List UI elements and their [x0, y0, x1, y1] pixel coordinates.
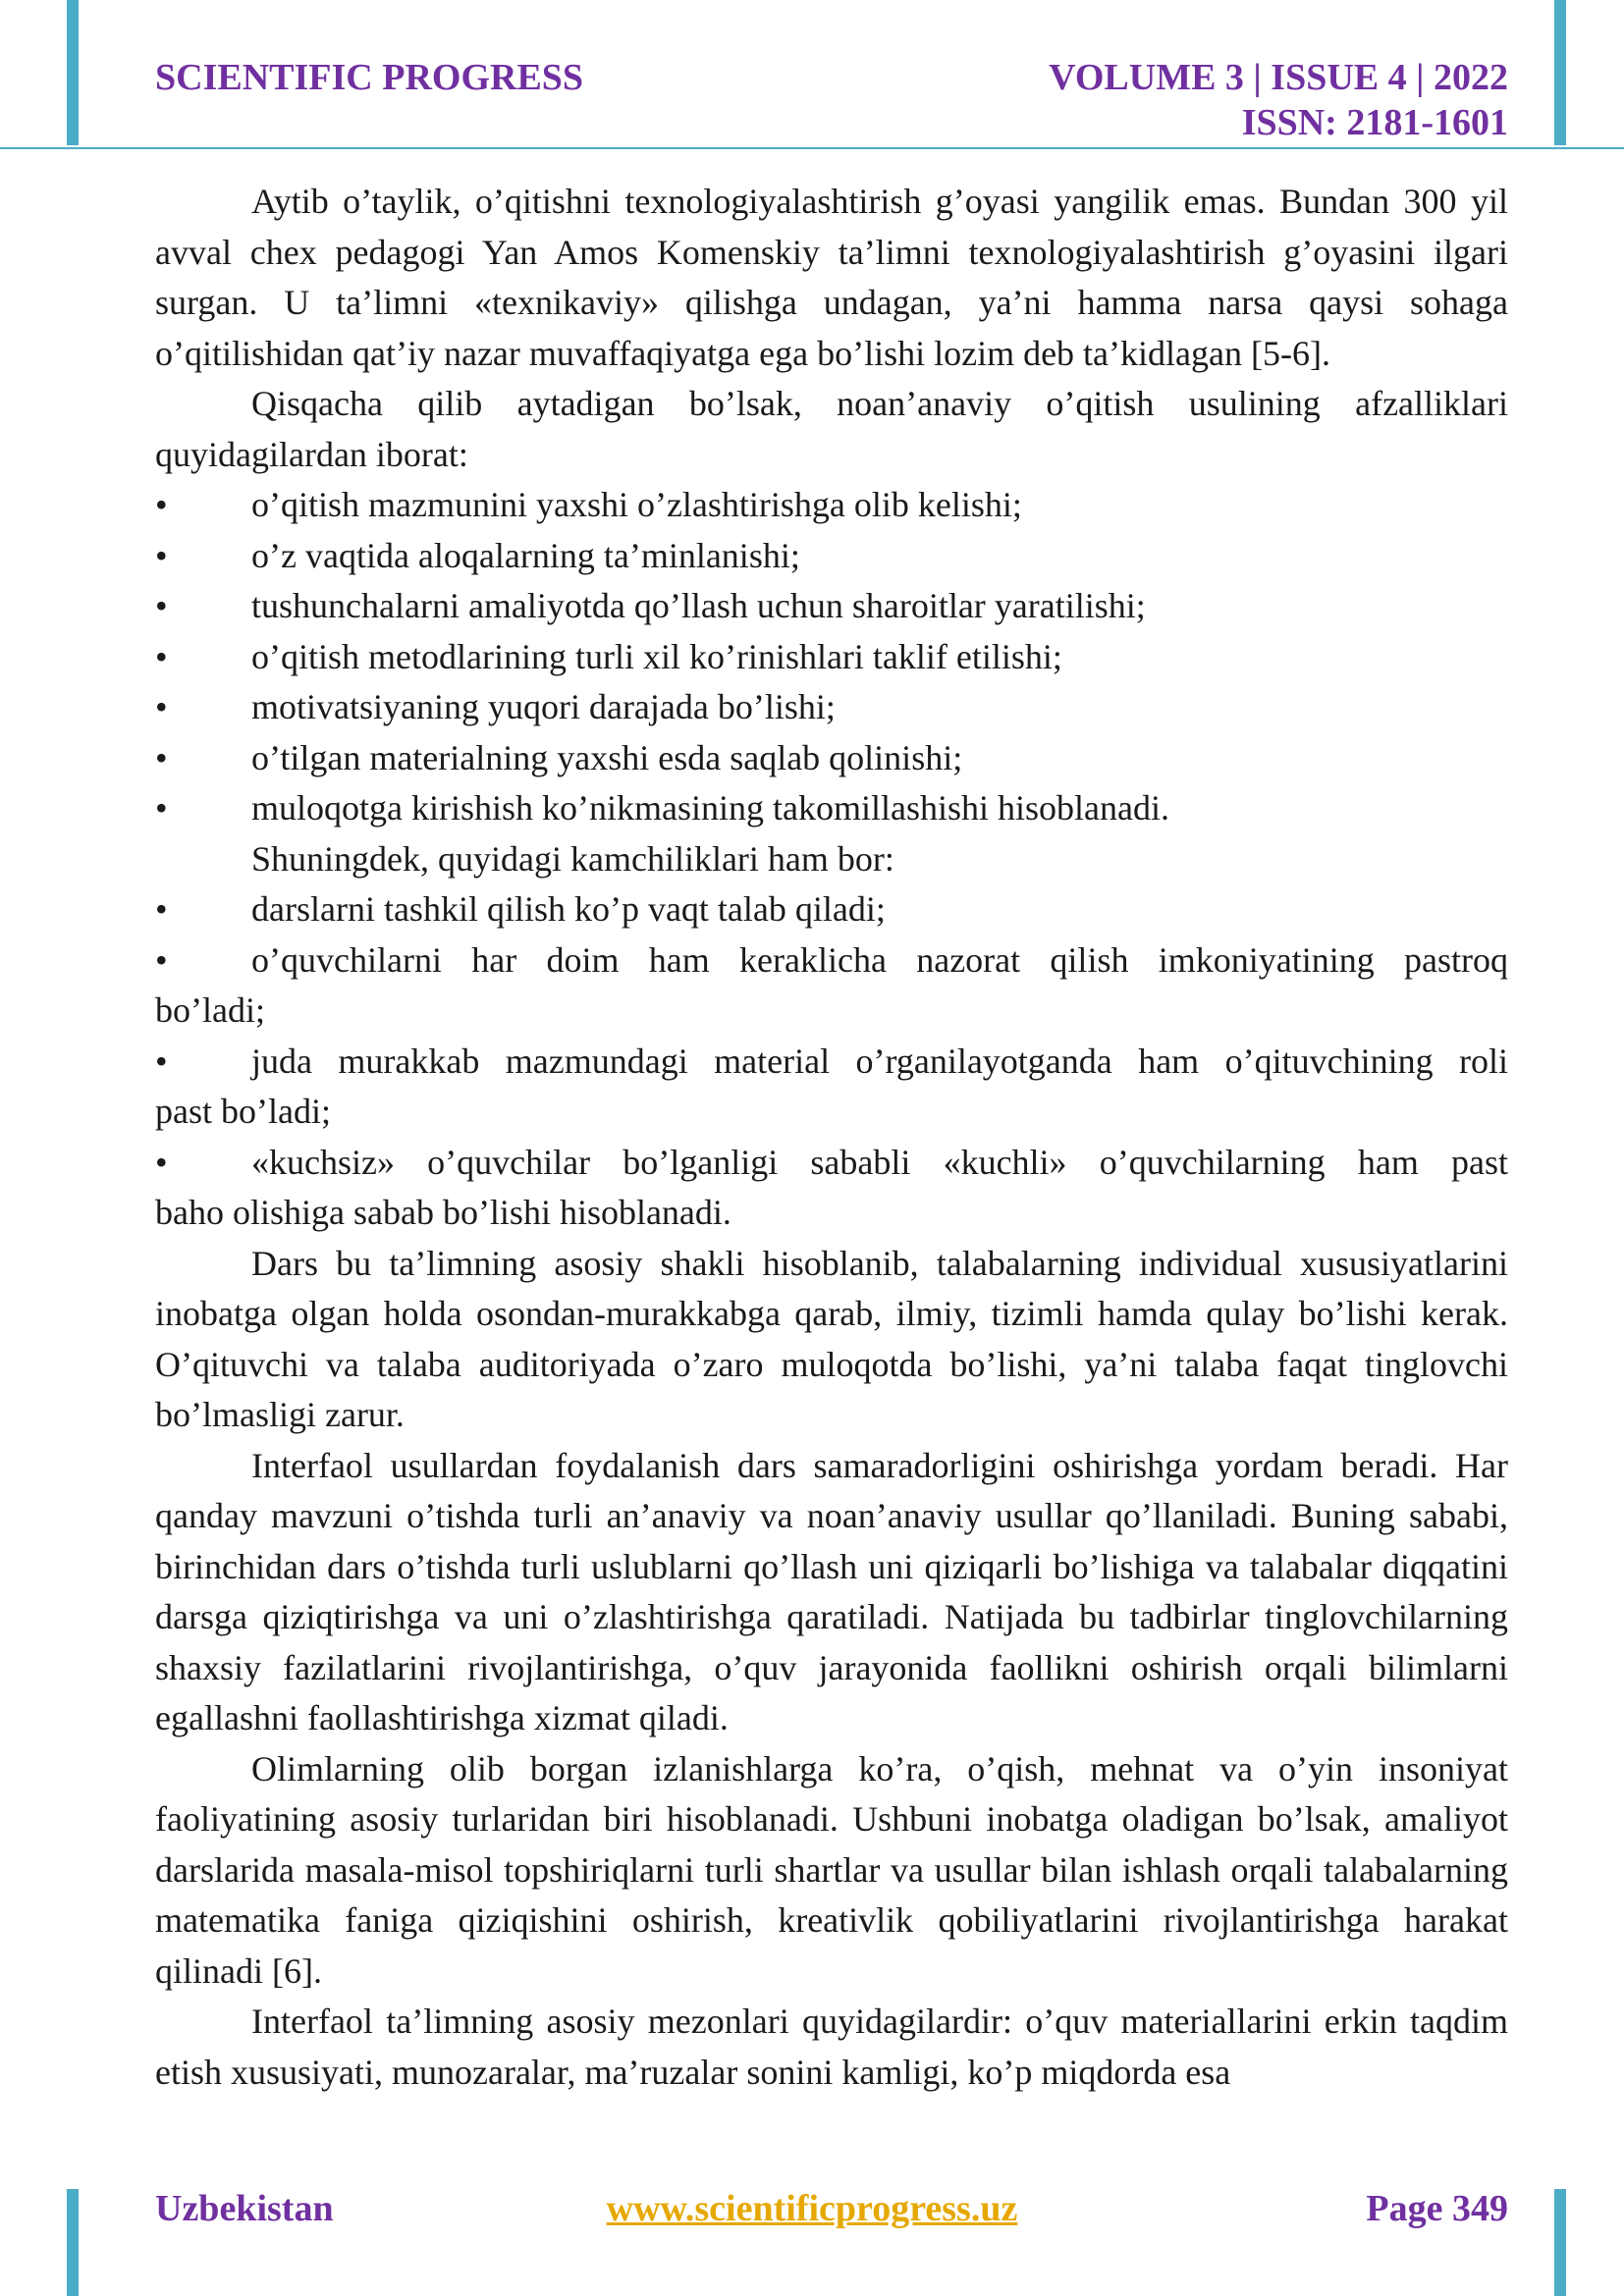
- list-item: • o’quvchilarni har doim ham keraklicha nazorat qilish imkoniyatining pastroq: [155, 935, 1508, 987]
- article-body: [155, 177, 1508, 2098]
- footer-country: Uzbekistan: [155, 2188, 334, 2229]
- bullet: •: [155, 535, 168, 575]
- header-divider: [0, 147, 1624, 149]
- bullet: •: [155, 1041, 168, 1081]
- bullet: •: [155, 1142, 168, 1182]
- list-item: • o’qitish mazmunini yaxshi o’zlashtirishga olib kelishi;: [155, 480, 1508, 531]
- bullet: •: [155, 737, 168, 777]
- bullet: •: [155, 889, 168, 929]
- list-item-continuation: past bo’ladi;: [155, 1092, 331, 1131]
- list-item: • «kuchsiz» o’quvchilar bo’lganligi sababli «kuchli» o’quvchilarning ham past: [155, 1138, 1508, 1189]
- bullet: •: [155, 939, 168, 980]
- bullet: •: [155, 485, 168, 524]
- bullet: •: [155, 788, 168, 828]
- paragraph: Shuningdek, quyidagi kamchiliklari ham bor:: [251, 838, 894, 879]
- bullet: •: [155, 687, 168, 726]
- list-item-continuation: bo’ladi;: [155, 990, 265, 1030]
- list-item: • o’z vaqtida aloqalarning ta’minlanishi;: [155, 531, 1508, 582]
- list-item: • juda murakkab mazmundagi material o’rganilayotganda ham o’qituvchining roli: [155, 1037, 1508, 1088]
- paragraph: Interfaol ta’limning asosiy mezonlari quyidagilardir: o’quv materiallarini erkin taqdim etish xususiyati, munozaralar, ma’ruzalar sonini kamligi, ko’p miqdorda esa: [155, 2002, 1508, 2092]
- paragraph: Olimlarning olib borgan izlanishlarga ko’ra, o’qish, mehnat va o’yin insoniyat faoliyatining asosiy turlaridan biri hisoblanadi. Ushbuni inobatga oladigan bo’lsak, amaliyot darslarida masala-misol topshiriqlarni turli shartlar va usullar bilan ishlash orqali talabalarning matematika faniga qiziqishini oshirish, kreativlik qobiliyatlarini rivojlantirishga harakat qilinadi [6].: [155, 1748, 1508, 1991]
- list-item: • o’tilgan materialning yaxshi esda saqlab qolinishi;: [155, 733, 1508, 784]
- journal-title: SCIENTIFIC PROGRESS: [155, 57, 584, 98]
- list-item-continuation: baho olishiga sabab bo’lishi hisoblanadi.: [155, 1193, 731, 1232]
- journal-meta: [1049, 55, 1508, 145]
- top-right-accent-bar: [1554, 0, 1566, 145]
- list-item: • darslarni tashkil qilish ko’p vaqt talab qiladi;: [155, 884, 1508, 935]
- bullet: •: [155, 586, 168, 625]
- top-left-accent-bar: [67, 0, 79, 145]
- paragraph: Aytib o’taylik, o’qitishni texnologiyalashtirish g’oyasi yangilik emas. Bundan 300 yil avval chex pedagogi Yan Amos Komenskiy ta’limni texnologiyalashtirish g’oyasini ilgari surgan. U ta’limni «texnikaviy» qilishga undagan, ya’ni hamma narsa qaysi sohaga o’qitilishidan qat’iy nazar muvaffaqiyatga ega bo’lishi lozim deb ta’kidlagan [5-6].: [155, 182, 1508, 373]
- volume-issue: VOLUME 3 | ISSUE 4 | 2022: [1049, 57, 1508, 98]
- paragraph: Qisqacha qilib aytadigan bo’lsak, noan’anaviy o’qitish usulining afzalliklari quyidagilardan iborat:: [155, 384, 1508, 474]
- paragraph: Interfaol usullardan foydalanish dars samaradorligini oshirishga yordam beradi. Har qanday mavzuni o’tishda turli an’anaviy va noan’anaviy usullar qo’llaniladi. Buning sababi, birinchidan dars o’tishda turli uslublarni qo’llash uni qiziqarli bo’lishiga va talabalar diqqatini darsga qiziqtirishga va uni o’zlashtirishga qaratiladi. Natijada bu tadbirlar tinglovchilarning shaxsiy fazilatlarini rivojlantirishga, o’quv jarayonida faollikni oshirish orqali bilimlarni egallashni faollashtirishga xizmat qiladi.: [155, 1445, 1508, 1737]
- paragraph: Dars bu ta’limning asosiy shakli hisoblanib, talabalarning individual xususiyatlarini inobatga olgan holda osondan-murakkabga qarab, ilmiy, tizimli hamda qulay bo’lishi kerak. O’qituvchi va talaba auditoriyada o’zaro muloqotda bo’lishi, ya’ni talaba faqat tinglovchi bo’lmasligi zarur.: [155, 1243, 1508, 1434]
- website-link[interactable]: www.scientificprogress.uz: [606, 2188, 1018, 2229]
- list-item: • muloqotga kirishish ko’nikmasining takomillashishi hisoblanadi.: [155, 783, 1508, 834]
- list-item: • motivatsiyaning yuqori darajada bo’lishi;: [155, 682, 1508, 733]
- list-item: • tushunchalarni amaliyotda qo’llash uchun sharoitlar yaratilishi;: [155, 581, 1508, 632]
- list-item: • o’qitish metodlarining turli xil ko’rinishlari taklif etilishi;: [155, 632, 1508, 683]
- page-number: Page 349: [1366, 2188, 1508, 2229]
- issn: ISSN: 2181-1601: [1241, 102, 1508, 143]
- bullet: •: [155, 636, 168, 676]
